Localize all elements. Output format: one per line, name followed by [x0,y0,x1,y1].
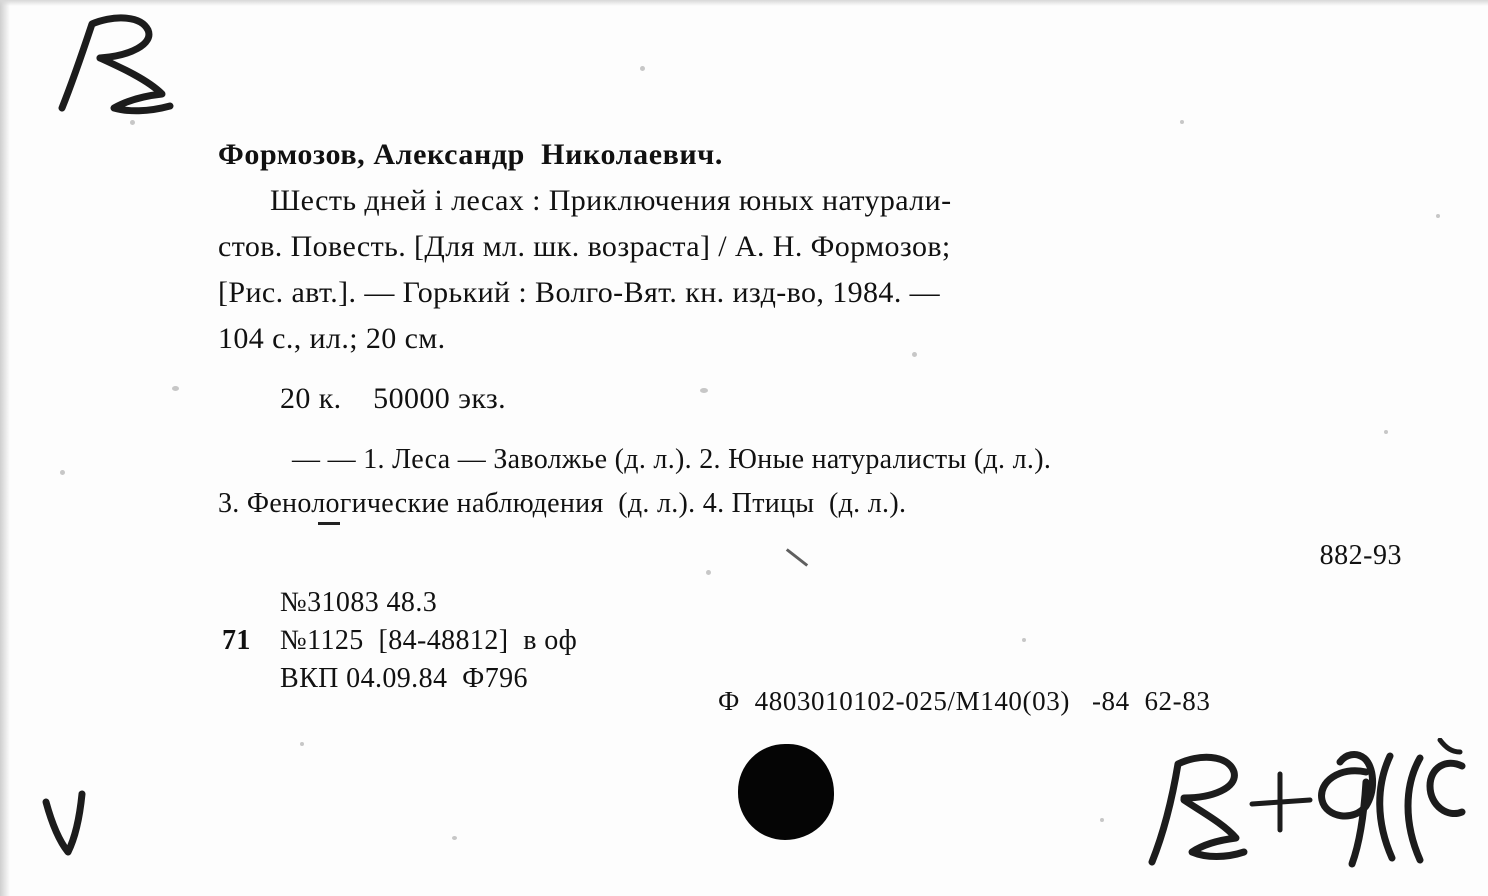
scan-edge-top [0,0,1488,6]
card-right-number: 882-93 [1319,540,1402,571]
author-heading: Формозов, Александр Николаевич. [218,138,723,171]
acquisition-text-2: №1125 [84-48812] в оф [280,625,578,656]
scan-speck [1436,214,1440,218]
scan-speck [452,836,457,840]
acquisition-line-2 [222,622,577,660]
em-dash-stray-mark [318,522,340,525]
imprint-code-line: Ф 4803010102-025/М140(03) -84 62-83 [718,686,1211,716]
price-print-run-line: 20 к. 50000 экз. [280,382,507,415]
scan-speck [300,742,304,746]
scan-speck [60,470,65,475]
scan-speck [1022,638,1026,642]
acquisition-line-3 [222,660,577,698]
bibliographic-entry [218,138,1418,422]
subject-line-1: — — 1. Леса — Заволжье (д. л.). 2. Юные натуралисты (д. л.). [292,444,1052,475]
title-line-3: [Рис. авт.]. — Горький : Волго-Вят. кн. изд-во, 1984. — [218,276,941,309]
scan-speck [706,570,711,575]
scan-speck [130,120,135,125]
acquisition-text-1: №31083 48.3 [280,587,438,618]
subject-line-2: 3. Фенологические наблюдения (д. л.). 4. Птицы (д. л.). [218,488,907,519]
ink-blot-mark [738,744,834,840]
stray-mark [786,548,808,566]
handwritten-shelfmark-bottom-right [1140,738,1470,888]
handwritten-check-mark [38,790,108,870]
subject-tracings [218,438,1438,526]
title-line-4: 104 с., ил.; 20 см. [218,322,446,355]
scan-speck [1384,430,1388,434]
title-line-2: стов. Повесть. [Для мл. шк. возраста] / А. Н. Формозов; [218,230,951,263]
scan-speck [640,66,645,71]
acquisition-lead-2: 71 [222,625,251,656]
scan-speck [1180,120,1184,124]
title-line-1: Шесть дней і лесах : Приключения юных натурали- [270,184,952,217]
handwritten-shelfmark-top-left [44,8,214,128]
scan-edge-left [0,0,10,896]
scan-speck [172,386,179,391]
acquisition-line-1 [222,584,577,622]
scan-speck [1100,818,1104,822]
acquisition-text-3: ВКП 04.09.84 Ф796 [280,663,528,694]
acquisition-block [222,584,577,698]
